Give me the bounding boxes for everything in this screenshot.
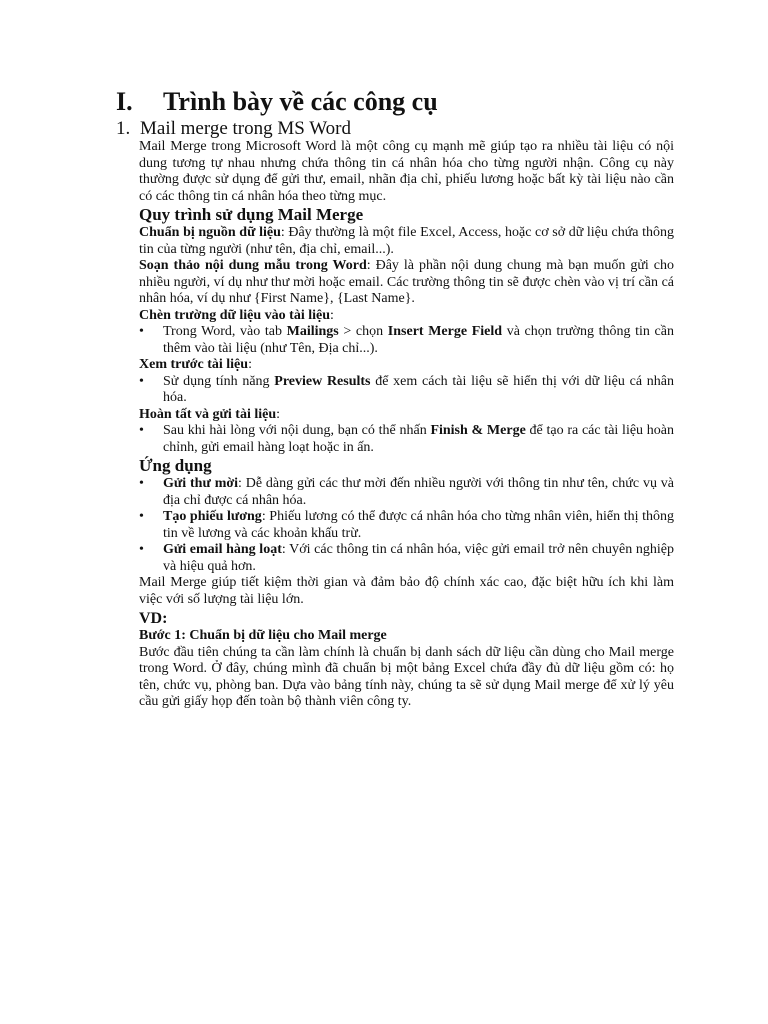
list-item [139, 423, 674, 456]
list-item [139, 374, 674, 407]
list-item [139, 476, 674, 509]
app-title: Gửi thư mời [163, 476, 239, 491]
step-preview-title: Xem trước tài liệu [139, 357, 249, 372]
bullet-bold: Mailings [286, 324, 339, 339]
bullet-text: Trong Word, vào tab [163, 324, 287, 339]
bullet-text: để tạo ra các tài liệu hoàn chỉnh, gửi email hàng loạt hoặc in ấn. [163, 423, 674, 455]
app-title: Tạo phiếu lương [163, 509, 262, 524]
step-prepare-title: Chuẩn bị nguồn dữ liệu [139, 225, 281, 240]
list-item [139, 542, 674, 575]
bullet-bold: Preview Results [274, 373, 371, 389]
summary-paragraph: Mail Merge giúp tiết kiệm thời gian và đảm bảo độ chính xác cao, đặc biệt hữu ích khi làm việc với số lượng tài liệu lớn. [139, 575, 674, 607]
process-heading: Quy trình sử dụng Mail Merge [139, 205, 364, 224]
heading-1-text: Trình bày về các công cụ [163, 87, 438, 116]
step-preview-colon: : [248, 357, 252, 372]
step-insert-colon: : [330, 307, 334, 323]
step-finish [139, 407, 674, 424]
bullet-text: để xem cách tài liệu sẽ hiển thị với dữ liệu cá nhân hóa. [163, 373, 674, 405]
step1-paragraph: Bước đầu tiên chúng ta cần làm chính là chuẩn bị danh sách dữ liệu cần dùng cho Mail merge trong Word. Ở đây, chúng mình đã chuẩn bị một bảng Excel chứa đầy đủ dữ liệu gồm có: họ tên, chức vụ, phòng ban. Dựa vào bảng tính này, chúng ta sẽ sử dụng Mail merge để xử lý yêu cầu gửi giấy họp đến toàn bộ thành viên công ty. [139, 644, 674, 709]
step-insert [139, 308, 674, 325]
bullet-icon: • [139, 542, 144, 557]
intro-paragraph: Mail Merge trong Microsoft Word là một công cụ mạnh mẽ giúp tạo ra nhiều tài liệu có nội dung tương tự nhau nhưng chứa thông tin cá nhân hóa cho từng người nhận. Công cụ này thường được sử dụng để gửi thư, email, nhãn địa chỉ, phiếu lương hoặc bất kỳ tài liệu nào cần có các thông tin cá nhân hóa theo từng mục. [139, 139, 674, 204]
preview-bullet-list [139, 374, 674, 407]
insert-bullet-list [139, 324, 674, 357]
body-content [139, 139, 674, 711]
step-prepare-text: : Đây thường là một file Excel, Access, hoặc cơ sở dữ liệu chứa thông tin của từng người (như tên, địa chỉ, email...). [139, 225, 674, 257]
heading-1-number: I. [116, 87, 133, 116]
apps-heading: Ứng dụng [139, 456, 212, 475]
finish-bullet-list [139, 423, 674, 456]
bullet-icon: • [139, 476, 144, 491]
app-text: : Phiếu lương có thể được cá nhân hóa cho từng nhân viên, hiển thị thông tin về lương và các khoản khấu trừ. [163, 509, 674, 541]
heading-2-text: Mail merge trong MS Word [140, 118, 351, 139]
bullet-text: và chọn trường thông tin cần thêm vào tài liệu (như Tên, Địa chỉ...). [163, 324, 674, 356]
bullet-icon: • [139, 509, 144, 524]
app-text: : Dễ dàng gửi các thư mời đến nhiều người với thông tin như tên, chức vụ và địa chỉ được cá nhân hóa. [163, 476, 674, 508]
step-draft [139, 258, 674, 308]
bullet-icon: • [139, 423, 144, 438]
step-finish-colon: : [276, 406, 281, 422]
step-draft-text: : Đây là phần nội dung chung mà bạn muốn gửi cho nhiều người, ví dụ như thư mời hoặc email. Các trường thông tin sẽ được chèn vào vị trí cần cá nhân hóa, ví dụ như {First Name}, {Last Name}. [139, 258, 674, 306]
heading-2-number: 1. [116, 118, 131, 139]
list-item [139, 324, 674, 357]
bullet-bold: Insert Merge Field [387, 324, 503, 339]
step-prepare [139, 225, 674, 258]
bullet-text: Sử dụng tính năng [163, 373, 275, 389]
step-draft-title: Soạn thảo nội dung mẫu trong Word [139, 258, 367, 273]
heading-2 [116, 118, 351, 140]
bullet-text: Sau khi hài lòng với nội dung, bạn có thể nhấn [163, 423, 431, 438]
bullet-text: > chọn [338, 324, 388, 339]
apps-bullet-list [139, 476, 674, 575]
list-item [139, 509, 674, 542]
heading-1 [116, 86, 438, 118]
vd-heading: VD: [139, 610, 168, 627]
bullet-icon: • [139, 324, 144, 339]
bullet-icon: • [139, 373, 144, 389]
step1-heading: Bước 1: Chuẩn bị dữ liệu cho Mail merge [139, 628, 387, 643]
app-text: : Với các thông tin cá nhân hóa, việc gửi email trở nên chuyên nghiệp và hiệu quả hơn. [163, 542, 674, 574]
app-title: Gửi email hàng loạt [163, 542, 282, 557]
bullet-bold: Finish & Merge [430, 423, 526, 438]
step-finish-title: Hoàn tất và gửi tài liệu [139, 406, 277, 422]
step-insert-title: Chèn trường dữ liệu vào tài liệu [139, 307, 331, 323]
step-preview [139, 357, 674, 374]
